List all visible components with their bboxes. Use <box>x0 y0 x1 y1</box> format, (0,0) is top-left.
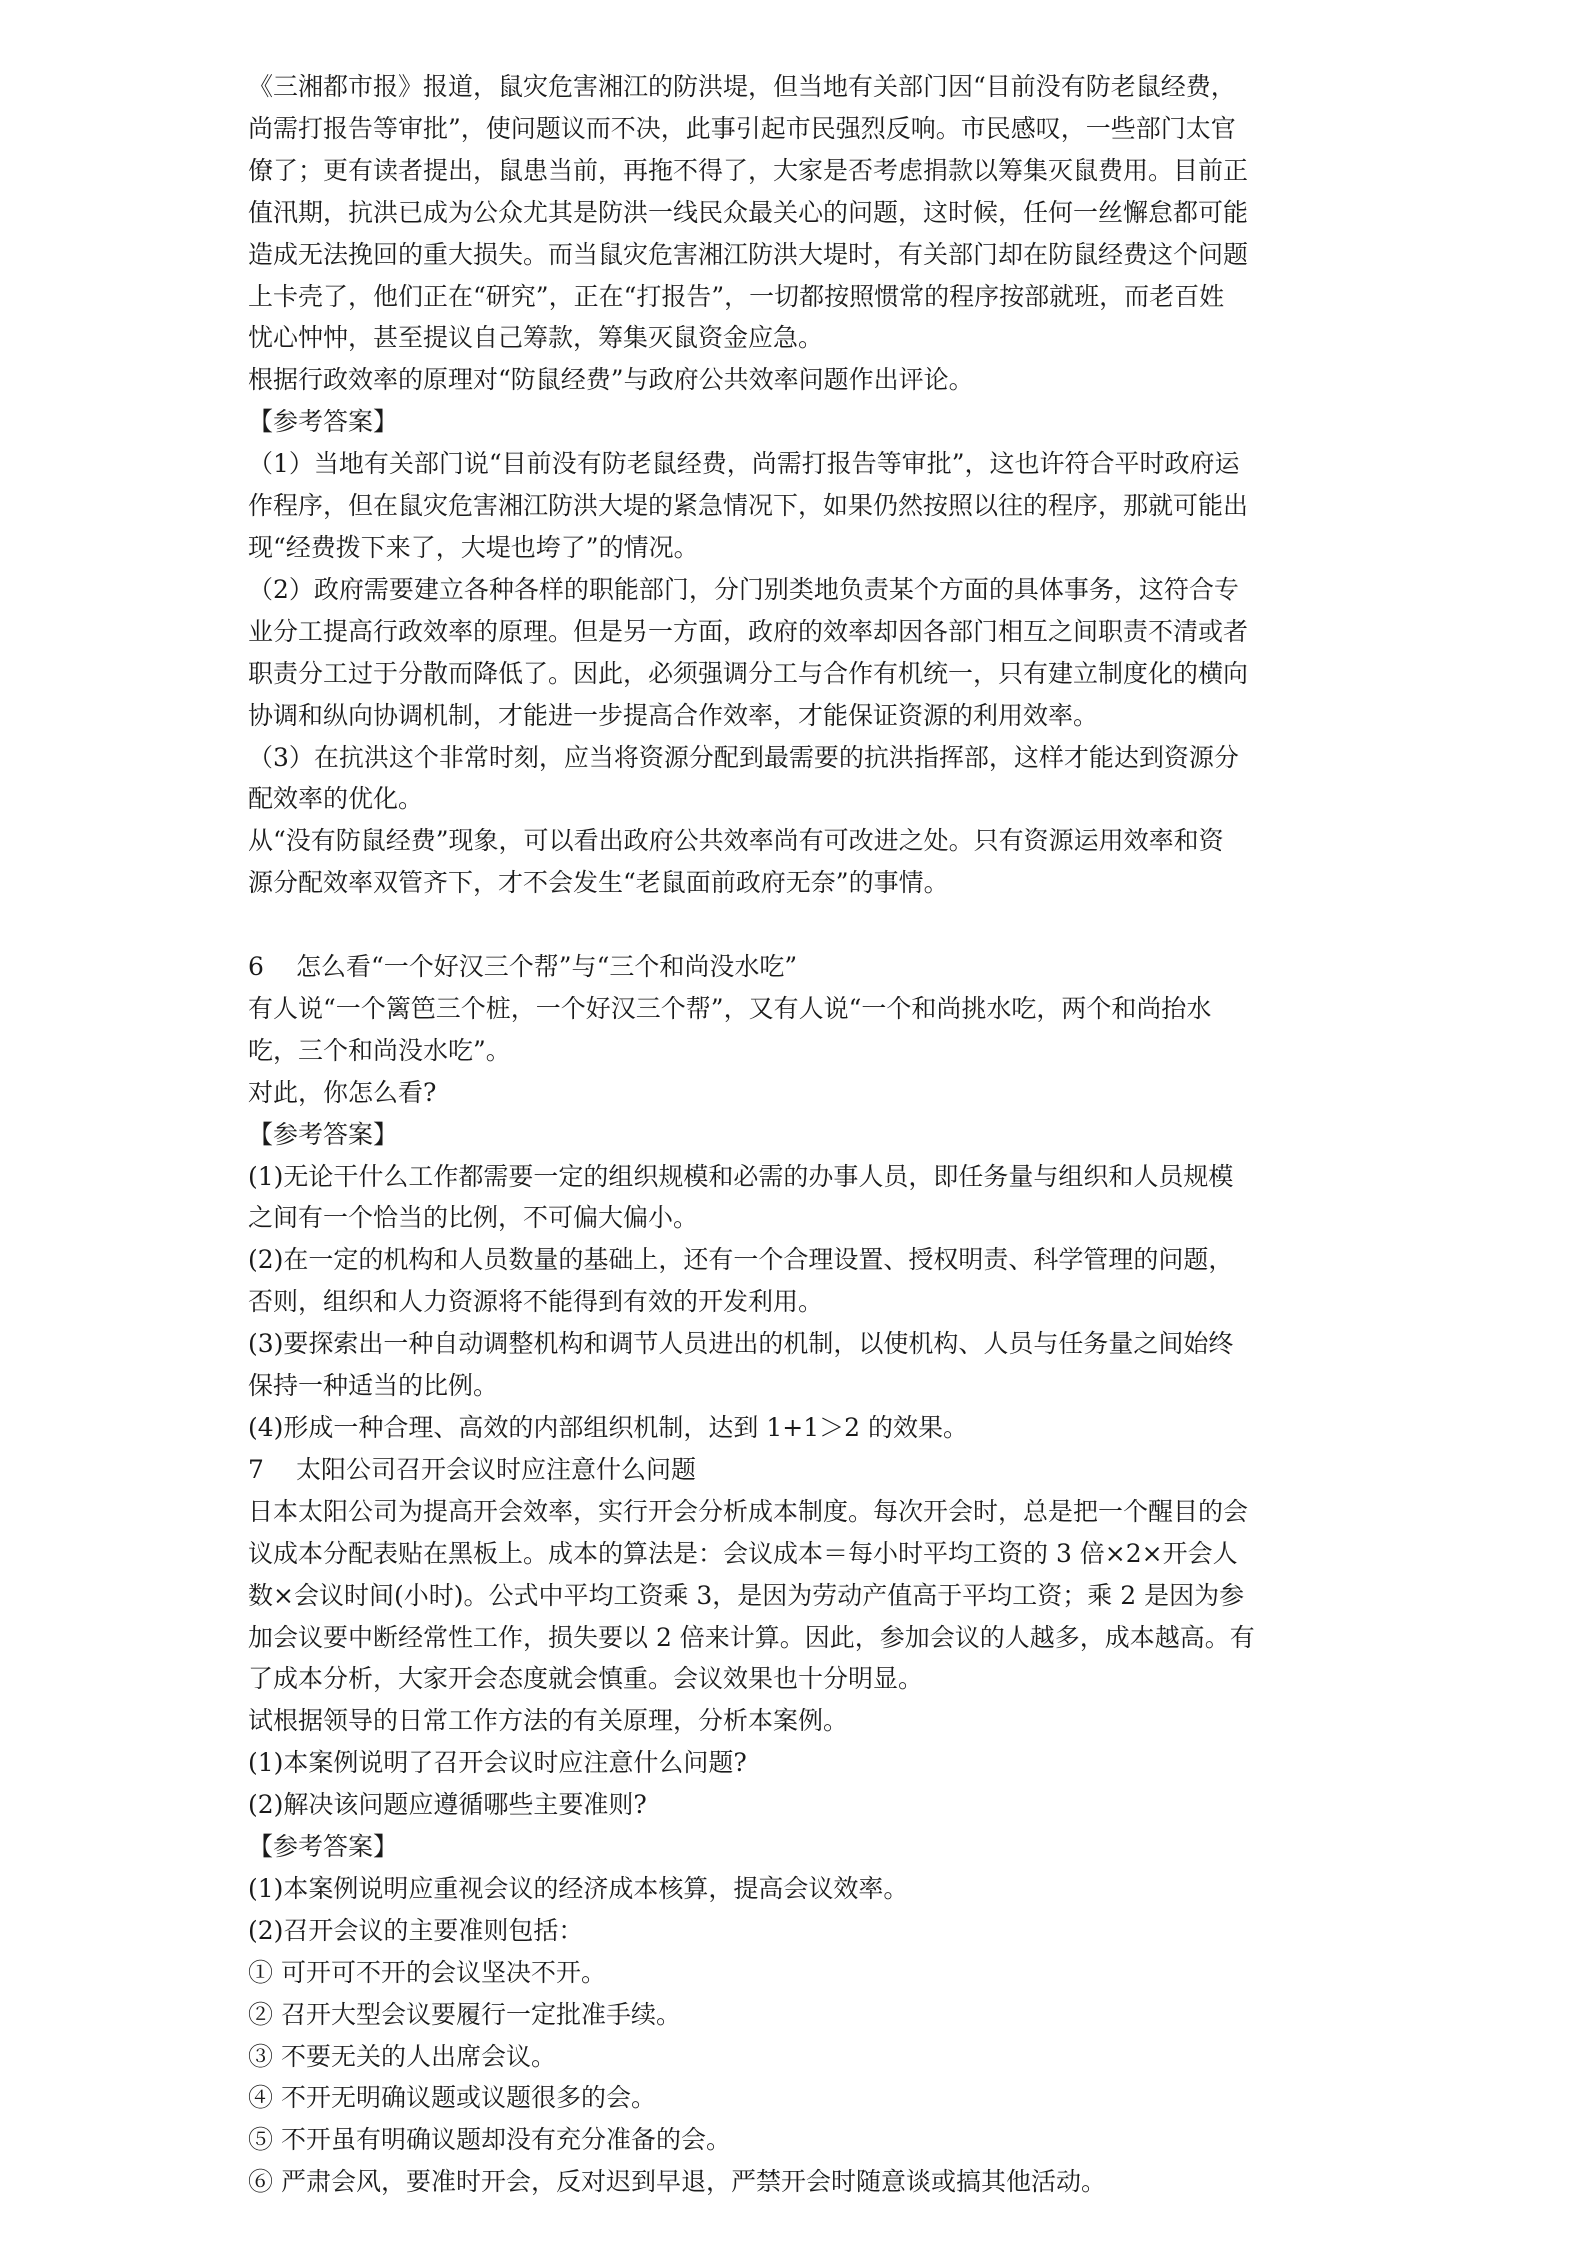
case7-text-line: 加会议要中断经常性工作，损失要以 2 倍来计算。因此，参加会议的人越多，成本越高。有 <box>248 1622 1255 1652</box>
case7-heading <box>248 1449 1360 1491</box>
case6-title: 怎么看“一个好汉三个帮”与“三个和尚没水吃” <box>296 952 798 982</box>
case6-section <box>248 946 1360 1449</box>
case7-text-line: 数×会议时间(小时)。公式中平均工资乘 3，是因为劳动产值高于平均工资；乘 2 是因为参 <box>248 1580 1245 1610</box>
case5-answer-line: 源分配效率双管齐下，才不会发生“老鼠面前政府无奈”的事情。 <box>248 868 949 898</box>
case5-answer-line: 从“没有防鼠经费”现象，可以看出政府公共效率尚有可改进之处。只有资源运用效率和资 <box>248 826 1224 856</box>
case5-text-line: 造成无法挽回的重大损失。而当鼠灾危害湘江防洪大堤时，有关部门却在防鼠经费这个问题 <box>248 239 1249 269</box>
case5-answer-line: （3）在抗洪这个非常时刻，应当将资源分配到最需要的抗洪指挥部，这样才能达到资源分 <box>248 742 1239 772</box>
case7-text-line: 日本太阳公司为提高开会效率，实行开会分析成本制度。每次开会时，总是把一个醒目的会 <box>248 1496 1249 1526</box>
case5-answer-line: （1）当地有关部门说“目前没有防老鼠经费，尚需打报告等审批”，这也许符合平时政府运 <box>248 449 1240 479</box>
case6-question: 对此，你怎么看? <box>248 1077 437 1107</box>
case5-answer-line: 协调和纵向协调机制，才能进一步提高合作效率，才能保证资源的利用效率。 <box>248 700 1099 730</box>
case5-text-line: 僚了；更有读者提出，鼠患当前，再拖不得了，大家是否考虑捐款以筹集灭鼠费用。目前正 <box>248 155 1249 185</box>
case5-answer-line: 配效率的优化。 <box>248 784 424 814</box>
case7-answer-line: (2)召开会议的主要准则包括： <box>248 1915 584 1945</box>
case6-answer-line: 之间有一个恰当的比例，不可偏大偏小。 <box>248 1203 699 1233</box>
case5-question: 根据行政效率的原理对“防鼠经费”与政府公共效率问题作出评论。 <box>248 365 974 395</box>
case5-answer-line: 业分工提高行政效率的原理。但是另一方面，政府的效率却因各部门相互之间职责不清或者 <box>248 616 1249 646</box>
case5-section <box>248 66 1360 904</box>
case7-title: 太阳公司召开会议时应注意什么问题 <box>296 1454 697 1484</box>
case5-answer-line: （2）政府需要建立各种各样的职能部门，分门别类地负责某个方面的具体事务，这符合专 <box>248 574 1239 604</box>
section-spacer <box>248 904 1360 946</box>
case6-answer-line: (3)要探索出一种自动调整机构和调节人员进出的机制，以使机构、人员与任务量之间始终 <box>248 1329 1234 1359</box>
case5-text-line: 忧心忡忡，甚至提议自己筹款，筹集灭鼠资金应急。 <box>248 323 824 353</box>
case7-question: (1)本案例说明了召开会议时应注意什么问题? <box>248 1748 747 1778</box>
case7-question: (2)解决该问题应遵循哪些主要准则? <box>248 1790 647 1820</box>
case7-answer-line: (1)本案例说明应重视会议的经济成本核算，提高会议效率。 <box>248 1873 909 1903</box>
case7-list-item: ① 可开可不开的会议坚决不开。 <box>248 1957 606 1987</box>
case5-answer-line: 作程序，但在鼠灾危害湘江防洪大堤的紧急情况下，如果仍然按照以往的程序，那就可能出 <box>248 491 1249 521</box>
case6-heading <box>248 946 1360 988</box>
case5-text-line: 值汛期，抗洪已成为公众尤其是防洪一线民众最关心的问题，这时候，任何一丝懈怠都可能 <box>248 197 1249 227</box>
case5-text-line: 《三湘都市报》报道，鼠灾危害湘江的防洪堤，但当地有关部门因“目前没有防老鼠经费， <box>248 72 1236 101</box>
case6-answer-line: (2)在一定的机构和人员数量的基础上，还有一个合理设置、授权明责、科学管理的问题， <box>248 1245 1234 1275</box>
case7-answer-label: 【参考答案】 <box>248 1832 399 1862</box>
case6-answer-line: (1)无论干什么工作都需要一定的组织规模和必需的办事人员，即任务量与组织和人员规模 <box>248 1161 1234 1191</box>
case6-answer-line: 否则，组织和人力资源将不能得到有效的开发利用。 <box>248 1287 824 1317</box>
case7-question: 试根据领导的日常工作方法的有关原理，分析本案例。 <box>248 1706 849 1736</box>
case6-answer-line: (4)形成一种合理、高效的内部组织机制，达到 1+1＞2 的效果。 <box>248 1412 968 1442</box>
case6-answer-label: 【参考答案】 <box>248 1119 399 1149</box>
case7-number: 7 <box>248 1454 264 1484</box>
document-content <box>248 66 1360 2203</box>
case6-answer-line: 保持一种适当的比例。 <box>248 1371 499 1401</box>
case5-text-line: 上卡壳了，他们正在“研究”，正在“打报告”，一切都按照惯常的程序按部就班，而老百姓 <box>248 281 1225 311</box>
case6-text-line: 有人说“一个篱笆三个桩，一个好汉三个帮”，又有人说“一个和尚挑水吃，两个和尚抬水 <box>248 993 1212 1023</box>
case5-answer-label: 【参考答案】 <box>248 407 399 437</box>
case7-list-item: ⑤ 不开虽有明确议题却没有充分准备的会。 <box>248 2125 731 2155</box>
case5-answer-line: 职责分工过于分散而降低了。因此，必须强调分工与合作有机统一，只有建立制度化的横向 <box>248 658 1249 688</box>
case7-list-item: ⑥ 严肃会风，要准时开会，反对迟到早退，严禁开会时随意谈或搞其他活动。 <box>248 2167 1106 2197</box>
case6-number: 6 <box>248 952 264 982</box>
case7-text-line: 议成本分配表贴在黑板上。成本的算法是：会议成本＝每小时平均工资的 3 倍×2×开会人 <box>248 1538 1238 1568</box>
case7-text-line: 了成本分析，大家开会态度就会慎重。会议效果也十分明显。 <box>248 1664 924 1694</box>
case7-list-item: ② 召开大型会议要履行一定批准手续。 <box>248 1999 681 2029</box>
case5-answer-line: 现“经费拨下来了，大堤也垮了”的情况。 <box>248 532 699 562</box>
case6-text-line: 吃，三个和尚没水吃”。 <box>248 1035 511 1065</box>
case7-section <box>248 1449 1360 2203</box>
case7-list-item: ③ 不要无关的人出席会议。 <box>248 2041 556 2071</box>
case5-text-line: 尚需打报告等审批”，使问题议而不决，此事引起市民强烈反响。市民感叹，一些部门太官 <box>248 113 1236 143</box>
case7-list-item: ④ 不开无明确议题或议题很多的会。 <box>248 2083 656 2113</box>
